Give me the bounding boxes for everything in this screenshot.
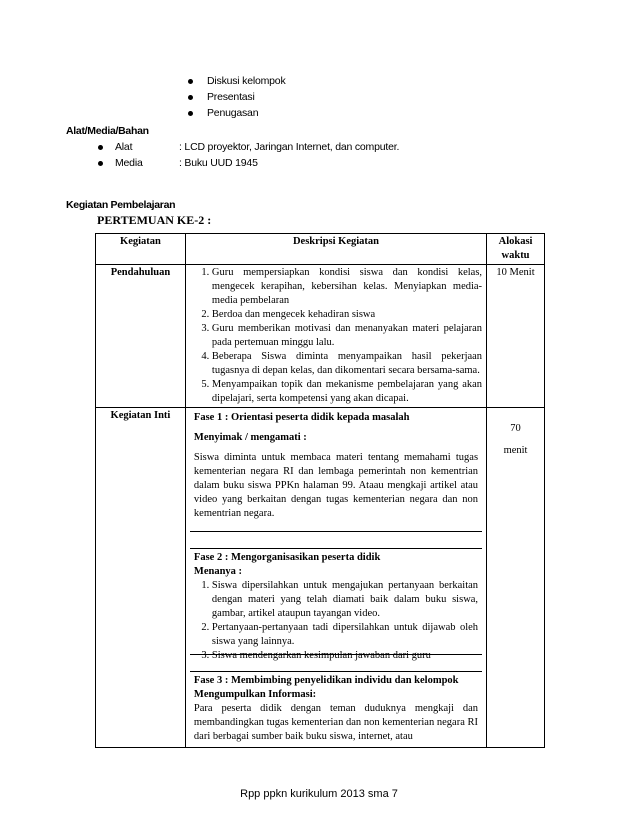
list-item: 3. Siswa mendengarkan kesimpulan jawaban dari guru: [212, 649, 478, 663]
alat-item: [98, 155, 399, 171]
activity-table: [95, 233, 545, 748]
row-label-kegiatan-inti: Kegiatan Inti: [96, 408, 186, 748]
inti-time-value: 70: [510, 423, 521, 434]
kegiatan-heading: Kegiatan Pembelajaran: [66, 199, 176, 211]
fase1-text: Siswa diminta untuk membaca materi tentang memahami tugas kementerian negara RI dan lembaga pemerintah non kementrian dalam buku siswa PPKn halaman 99. Ataau mengkaji artikel atau video yang berkaitan dengan tugas kementerian negara dan non kementrian negara.: [193, 452, 479, 519]
alat-item: [98, 139, 399, 155]
bullet-icon: [188, 111, 193, 116]
list-item: 2. Berdoa dan mengecek kehadiran siswa: [212, 308, 482, 322]
spacer-box: [190, 532, 482, 549]
inti-description: [185, 408, 486, 748]
fase3-title: Fase 3 : Membimbing penyelidikan individu dan kelompok: [193, 675, 459, 686]
fase2-box: [190, 549, 482, 661]
list-item: 5. Menyampaikan topik dan mekanisme pembelajaran yang akan dipelajari, serta kompetensi yang akan dicapai.: [212, 378, 482, 406]
fase3-text: Para peserta didik dengan teman duduknya mengkaji dan membandingkan tugas kementerian dan non kementerian negara RI dari berbagai sumber baik buku siswa, internet, atau: [193, 703, 479, 742]
bullet-icon: [98, 161, 103, 166]
fase2-steps: [194, 579, 478, 663]
bullet-icon: [98, 145, 103, 150]
header-alokasi: Alokasi waktu: [487, 234, 545, 265]
alat-heading: Alat/Media/Bahan: [66, 125, 149, 137]
pertemuan-title: PERTEMUAN KE-2 :: [97, 213, 212, 227]
list-item: 1. Siswa dipersilahkan untuk mengajukan pertanyaan berkaitan dengan materi yang telah diamati baik dalam buku siswa, gambar, artikel ataupun tayangan video.: [212, 579, 478, 621]
inti-time: [487, 408, 545, 748]
alat-item-value: : LCD proyektor, Jaringan Internet, dan computer.: [179, 141, 400, 153]
header-deskripsi: Deskripsi Kegiatan: [185, 234, 486, 265]
header-kegiatan: Kegiatan: [96, 234, 186, 265]
fase1-subtitle: Menyimak / mengamati :: [193, 432, 307, 443]
fase1-title: Fase 1 : Orientasi peserta didik kepada masalah: [193, 412, 410, 423]
list-item: [185, 105, 286, 121]
page-footer: Rpp ppkn kurikulum 2013 sma 7: [240, 788, 398, 800]
method-bullet-list: [185, 73, 286, 121]
alat-item-label: Media: [115, 157, 143, 169]
table-header-row: [96, 234, 545, 265]
list-item-text: Diskusi kelompok: [207, 75, 286, 87]
fase2-title: Fase 2 : Mengorganisasikan peserta didik: [193, 552, 381, 563]
list-item: 2. Pertanyaan-pertanyaan tadi dipersilahkan untuk dijawab oleh siswa yang lainnya.: [212, 621, 478, 649]
bullet-icon: [188, 95, 193, 100]
pendahuluan-steps: [190, 266, 482, 406]
table-row: [96, 408, 545, 748]
list-item: 1. Guru mempersiapkan kondisi siswa dan kondisi kelas, mengecek kerapihan, kebersihan kelas. Menyiapkan media-media pembelaran: [212, 266, 482, 308]
table-row: [96, 265, 545, 408]
fase2-subtitle: Menanya :: [193, 566, 243, 577]
alat-list: [98, 139, 399, 171]
list-item: [185, 73, 286, 89]
list-item: 4. Beberapa Siswa diminta menyampaikan hasil pekerjaan tugasnya di depan kelas, dan dikomentari secara bersama-sama.: [212, 350, 482, 378]
alat-item-label: Alat: [115, 141, 133, 153]
pendahuluan-time: 10 Menit: [487, 265, 545, 408]
list-item-text: Presentasi: [207, 91, 255, 103]
list-item: 3. Guru memberikan motivasi dan menanyakan materi pelajaran pada pertemuan minggu lalu.: [212, 322, 482, 350]
alat-item-value: : Buku UUD 1945: [179, 157, 258, 169]
list-item-text: Penugasan: [207, 107, 259, 119]
inti-time-unit: menit: [503, 445, 528, 456]
pendahuluan-description: [185, 265, 486, 408]
fase3-box: [190, 672, 482, 746]
bullet-icon: [188, 79, 193, 84]
row-label-pendahuluan: Pendahuluan: [96, 265, 186, 408]
fase3-subtitle: Mengumpulkan Informasi:: [193, 689, 317, 700]
list-item: [185, 89, 286, 105]
fase1-box: [190, 409, 482, 532]
